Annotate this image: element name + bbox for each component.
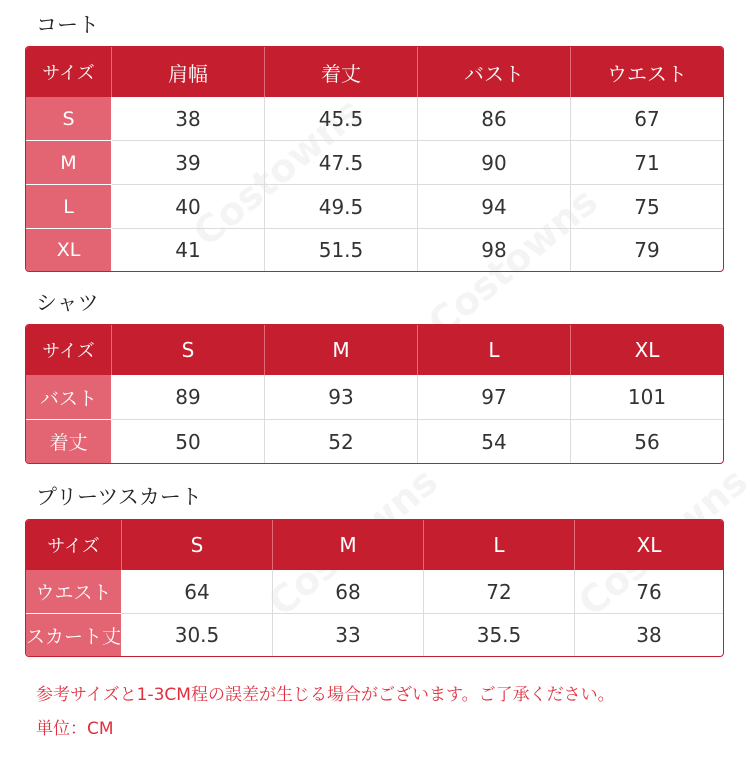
table-row xyxy=(26,97,723,141)
table-cell: 47.5 xyxy=(265,141,418,185)
size-header: サイズ xyxy=(26,520,122,570)
column-header: ウエスト xyxy=(571,47,723,97)
table-cell: 86 xyxy=(418,97,571,141)
table-cell: 72 xyxy=(424,570,575,614)
table-cell: 35.5 xyxy=(424,614,575,656)
table-cell: 101 xyxy=(571,375,723,420)
table-header-row xyxy=(26,47,723,97)
table-header-row xyxy=(26,325,723,375)
table-cell: 41 xyxy=(112,229,265,271)
row-label: M xyxy=(26,141,112,185)
table-cell: 50 xyxy=(112,420,265,463)
table-cell: 67 xyxy=(571,97,723,141)
coat-size-table xyxy=(25,46,724,272)
shirt-size-table xyxy=(25,324,724,464)
table-cell: 39 xyxy=(112,141,265,185)
coat-section-title: コート xyxy=(36,13,99,37)
row-label: ウエスト xyxy=(26,570,122,614)
table-cell: 38 xyxy=(636,623,662,647)
table-cell: 76 xyxy=(575,570,723,614)
table-cell: 75 xyxy=(571,185,723,229)
column-header: XL xyxy=(571,325,723,375)
table-row xyxy=(26,614,723,656)
table-cell: 97 xyxy=(418,375,571,420)
table-row xyxy=(26,185,723,229)
table-cell: 94 xyxy=(418,185,571,229)
table-row xyxy=(26,570,723,614)
table-cell: 71 xyxy=(571,141,723,185)
table-cell: 68 xyxy=(273,570,424,614)
table-cell: 40 xyxy=(112,185,265,229)
table-row xyxy=(26,229,723,271)
column-header: XL xyxy=(575,520,723,570)
column-header: バスト xyxy=(418,47,571,97)
table-row xyxy=(26,141,723,185)
size-header: サイズ xyxy=(26,47,112,97)
column-header: S xyxy=(112,325,265,375)
table-cell: 79 xyxy=(634,238,660,262)
table-cell: 56 xyxy=(634,429,660,454)
column-header: L xyxy=(418,325,571,375)
column-header: M xyxy=(273,520,424,570)
row-label: XL xyxy=(26,229,112,271)
tolerance-note: 参考サイズと1-3CM程の誤差が生じる場合がございます。ご了承ください。 xyxy=(36,685,615,705)
skirt-section-title: プリーツスカート xyxy=(36,485,202,509)
table-cell: 52 xyxy=(265,420,418,463)
table-cell: 49.5 xyxy=(265,185,418,229)
row-label: スカート丈 xyxy=(26,614,122,656)
table-cell: 98 xyxy=(418,229,571,271)
column-header: 肩幅 xyxy=(112,47,265,97)
table-row xyxy=(26,420,723,463)
table-cell: 90 xyxy=(418,141,571,185)
table-cell: 54 xyxy=(418,420,571,463)
column-header: L xyxy=(424,520,575,570)
table-header-row xyxy=(26,520,723,570)
row-label: L xyxy=(26,185,112,229)
size-header: サイズ xyxy=(26,325,112,375)
table-cell: 93 xyxy=(265,375,418,420)
row-label: バスト xyxy=(26,375,112,420)
column-header: M xyxy=(265,325,418,375)
table-cell: 30.5 xyxy=(122,614,273,656)
table-cell: 64 xyxy=(122,570,273,614)
shirt-section-title: シャツ xyxy=(36,291,99,315)
table-row xyxy=(26,375,723,420)
row-label: S xyxy=(26,97,112,141)
row-label: 着丈 xyxy=(26,420,112,463)
column-header: S xyxy=(122,520,273,570)
table-cell: 45.5 xyxy=(265,97,418,141)
table-cell: 38 xyxy=(112,97,265,141)
column-header: 着丈 xyxy=(265,47,418,97)
table-cell: 51.5 xyxy=(265,229,418,271)
unit-note: 単位：CM xyxy=(36,719,114,739)
skirt-size-table xyxy=(25,519,724,657)
table-cell: 89 xyxy=(112,375,265,420)
table-cell: 33 xyxy=(273,614,424,656)
